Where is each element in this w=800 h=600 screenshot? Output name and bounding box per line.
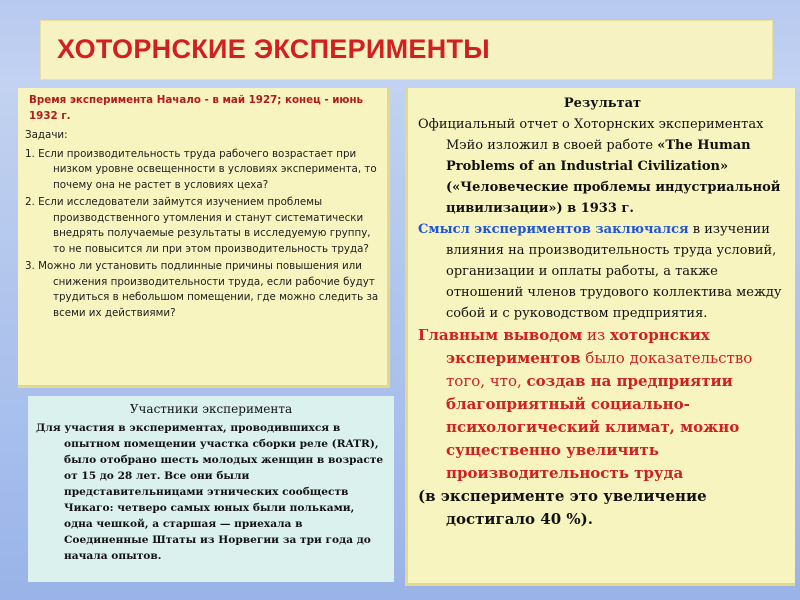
- conclusion-lead: Главным выводом: [418, 326, 583, 344]
- participants-text: Для участия в экспериментах, проводившихся в опытном помещении участка сборки реле (RATR), было отобрано шесть молодых женщин в возрасте от 15 до 28 лет. Все они были представительницами этнических сообществ Чикаго: четверо самых юных были польками, одна чешкой, а старшая — приехала в Соединенные Штаты из Норвегии за три года до начала опытов.: [36, 422, 384, 562]
- meaning-paragraph: [418, 219, 787, 324]
- conclusion-footnote: (в эксперименте это увеличение достигало 40 %).: [418, 487, 707, 528]
- conclusion-main: создав на предприятии благоприятный социально-психологический климат, можно существенно увеличить производительность труда: [446, 372, 740, 482]
- participants-title: Участники эксперимента: [129, 402, 293, 416]
- task-item: 3. Можно ли установить подлинные причины повышения или снижения производительности труда, если рабочие будут трудиться в небольшом помещении, где можно следить за всеми их действиями?: [25, 260, 379, 319]
- task-item: 1. Если производительность труда рабочего возрастает при низком уровне освещенности в условиях эксперимента, то почему она не растет в условиях цеха?: [25, 147, 377, 191]
- conclusion-subject: хоторнских экспериментов: [446, 326, 710, 367]
- report-text: Официальный отчет о Хоторнских экспериментах Мэйо изложил в своей работе: [418, 117, 764, 153]
- tasks-label: Задачи:: [25, 129, 68, 141]
- conclusion-text-1: из: [582, 326, 610, 344]
- participants-panel: [28, 396, 394, 582]
- conclusion-paragraph: [418, 324, 787, 485]
- experiment-time-and-tasks-panel: [18, 88, 390, 388]
- result-panel: [405, 88, 795, 586]
- experiment-time: Время эксперимента Начало - в май 1927; конец - июнь 1932 г.: [29, 94, 364, 122]
- slide-title: ХОТОРНСКИЕ ЭКСПЕРИМЕНТЫ: [57, 34, 491, 64]
- meaning-text: в изучении влияния на производительность труда условий, организации и оплаты работы, а также отношений членов трудового коллектива между собой и с руководством предприятия.: [446, 222, 782, 321]
- report-book-title: «The Human Problems of an Industrial Civilization» («Человеческие проблемы индустриальной цивилизации») в 1933 г.: [446, 138, 781, 216]
- conclusion-text-2: было доказательство того, что,: [446, 349, 753, 390]
- result-title: Результат: [563, 96, 642, 111]
- meaning-lead: Смысл экспериментов заключался: [418, 222, 689, 237]
- task-item: 2. Если исследователи займутся изучением проблемы производственного утомления и станут систематически внедрять получаемые результаты в исследуемую группу, то не повысится ли при этом производительность труда?: [25, 196, 371, 255]
- report-paragraph: [418, 114, 787, 219]
- title-box: [40, 20, 773, 80]
